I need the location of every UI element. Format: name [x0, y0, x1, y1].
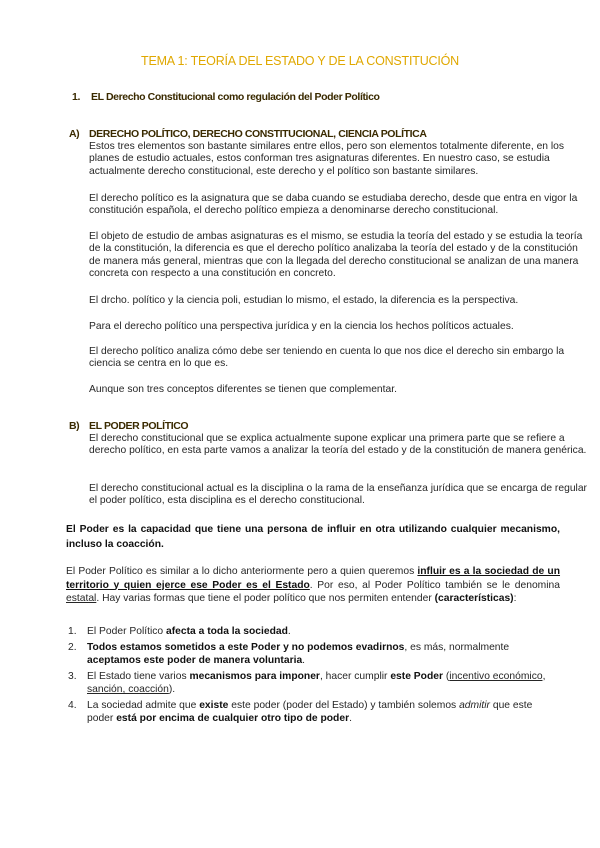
text-span: . Hay varias formas que tiene el poder político que nos permiten entender	[96, 593, 435, 604]
emphasis: aceptamos este poder de manera voluntaria	[87, 655, 303, 666]
subsection-heading-b	[69, 420, 188, 432]
list-number: 4.	[68, 699, 77, 711]
emphasis: existe	[199, 699, 229, 711]
paragraph: El drcho. político y la ciencia poli, estudian lo mismo, el estado, la diferencia es la perspectiva.	[89, 295, 519, 306]
subsection-letter: B)	[69, 420, 80, 432]
paragraph	[66, 565, 560, 606]
text-span: , es más, normalmente	[404, 641, 510, 653]
text-span: este poder (poder del Estado) y también solemos	[228, 699, 460, 711]
text-span: :	[513, 593, 517, 604]
paragraph: Estos tres elementos son bastante similares entre ellos, pero son elementos totalmente diferente, en los planes de estudio actuales, estos conforman tres asignaturas diferentes. En nuestro caso, se estudia actualmente derecho constitucional, este derecho y el político son bastante similares.	[89, 141, 565, 177]
list-item	[66, 641, 560, 668]
paragraph: El derecho constitucional actual es la disciplina o la rama de la enseñanza jurídica que se encarga de regular el poder político, esta disciplina es el derecho constitucional.	[89, 483, 587, 507]
paragraph: Para el derecho político una perspectiva jurídica y en la ciencia los hechos políticos actuales.	[89, 321, 514, 332]
emphasis: mecanismos para imponer	[189, 670, 320, 682]
section-number: 1.	[72, 91, 80, 103]
power-definition: El Poder es la capacidad que tiene una persona de influir en otra utilizando cualquier mecanismo, incluso la coacción.	[66, 524, 560, 550]
list-item	[66, 699, 560, 726]
subsection-heading-a	[69, 128, 427, 140]
section-heading-1	[72, 91, 380, 103]
section-title: EL Derecho Constitucional como regulación del Poder Político	[91, 91, 380, 103]
text-span: .	[287, 626, 291, 637]
text-span: La sociedad admite que	[87, 699, 200, 711]
list-number: 2.	[68, 641, 77, 653]
list-number: 3.	[68, 670, 77, 682]
text-span: .	[349, 713, 352, 724]
italic-term: admitir	[459, 699, 490, 711]
list-item	[66, 625, 560, 639]
document-title: TEMA 1: TEORÍA DEL ESTADO Y DE LA CONSTITUCIÓN	[141, 54, 459, 68]
text-span: El Poder Político	[87, 626, 166, 637]
paragraph: El objeto de estudio de ambas asignaturas es el mismo, se estudia la teoría del estado y se estudia la teoría de la constitución, la diferencia es que el derecho político analizaba la teoría del estado y de la constitución de manera más general, mientras que con la llegada del derecho constitucional se analizan de una manera concreta con respecto a una constitución en concreto.	[89, 231, 583, 279]
text-span: (	[442, 670, 450, 682]
text-span: El Poder Político es similar a lo dicho anteriormente pero a quien queremos	[66, 566, 418, 577]
underlined-term: estatal	[66, 593, 97, 604]
emphasis: afecta a toda la sociedad	[165, 626, 288, 637]
text-span: que este poder	[87, 699, 533, 724]
text-span: ).	[168, 684, 176, 695]
emphasis: Todos estamos sometidos a este Poder y no podemos evadirnos	[87, 641, 405, 653]
subsection-title: DERECHO POLÍTICO, DERECHO CONSTITUCIONAL, CIENCIA POLÍTICA	[89, 128, 427, 140]
subsection-title: EL PODER POLÍTICO	[89, 420, 189, 432]
emphasis: (características)	[434, 593, 514, 604]
text-span: .	[302, 655, 306, 666]
paragraph: El derecho político analiza cómo debe ser teniendo en cuenta lo que nos dice el derecho sin embargo la ciencia se centra en lo que es.	[89, 346, 565, 370]
list-number: 1.	[68, 626, 77, 637]
emphasis: este Poder	[390, 670, 443, 682]
emphasis: influir es a la sociedad de un territorio y quien ejerce ese Poder es el Estado	[66, 566, 561, 591]
characteristics-list	[66, 625, 560, 728]
paragraph: El derecho constitucional que se explica actualmente supone explicar una primera parte que se refiere a derecho político, en esta parte vamos a analizar la teoría del estado y de la constitución de manera genérica.	[89, 433, 587, 457]
text-span: . Por eso, al Poder Político también se le denomina	[309, 579, 560, 591]
text-span: El Estado tiene varios	[87, 670, 190, 682]
paragraph: El derecho político es la asignatura que se daba cuando se estudiaba derecho, desde que entra en vigor la constitución española, el derecho político empieza a denominarse derecho constitucional.	[89, 193, 578, 217]
paragraph: Aunque son tres conceptos diferentes se tienen que complementar.	[89, 384, 397, 395]
list-item	[66, 670, 560, 697]
underlined-term: incentivo económico, sanción, coacción	[87, 670, 546, 695]
subsection-letter: A)	[69, 128, 80, 140]
emphasis: está por encima de cualquier otro tipo de poder	[116, 713, 350, 724]
text-span: , hacer cumplir	[319, 670, 391, 682]
